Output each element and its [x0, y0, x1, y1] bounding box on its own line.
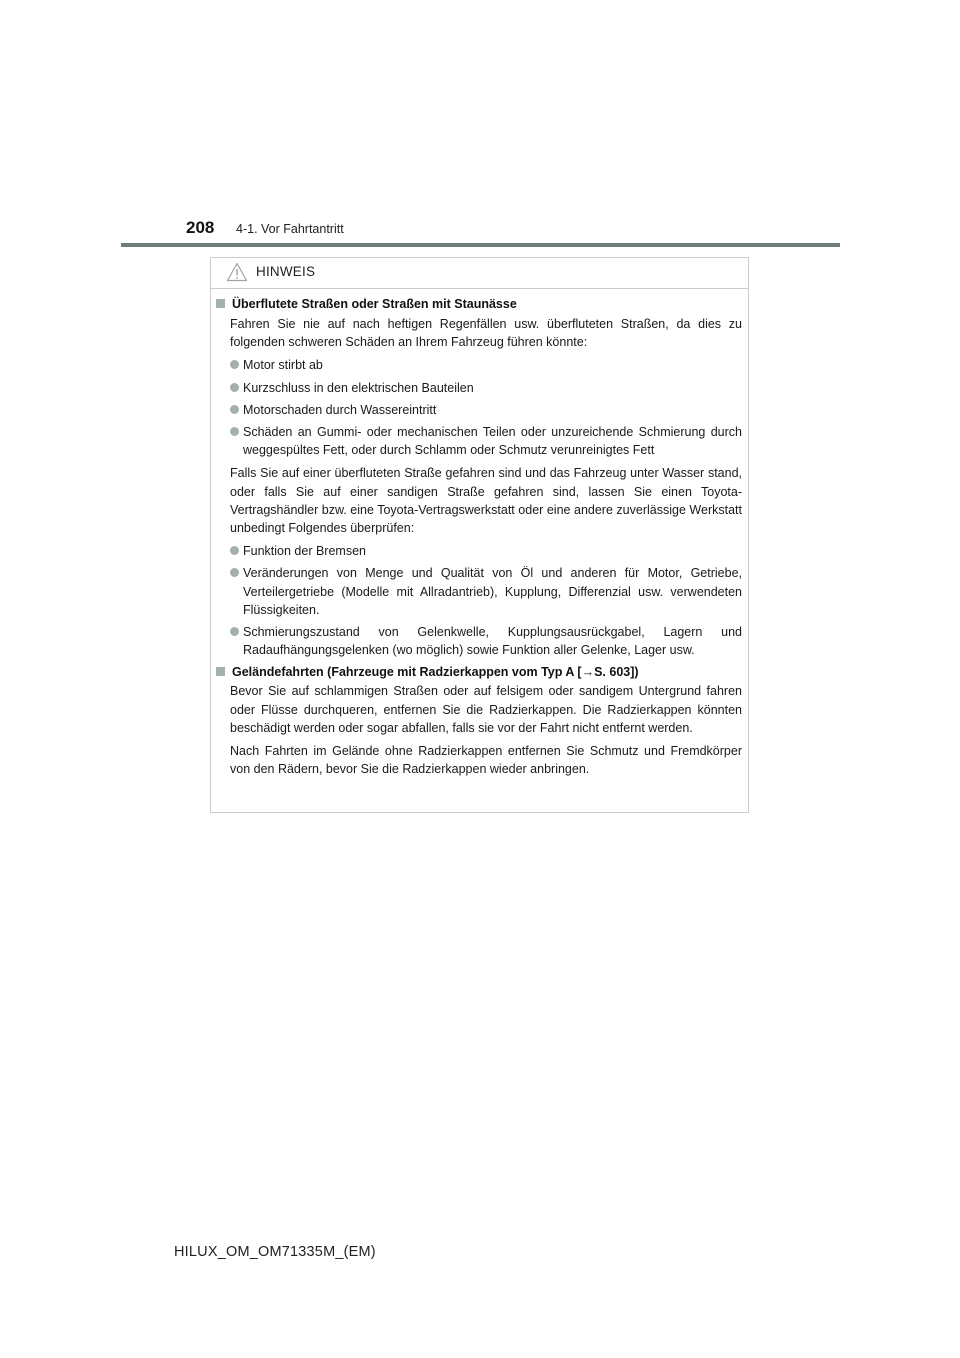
- list-item-text: Schäden an Gummi- oder mechanischen Teilen oder unzureichende Schmierung durch weggespültes Fett, oder durch Schlamm oder Schmutz verunreinigtes Fett: [243, 425, 742, 458]
- list-item: [230, 423, 742, 459]
- notice-content: [211, 295, 748, 778]
- bullet-dot-icon: [230, 383, 239, 392]
- list-item: [230, 379, 742, 397]
- list-item: [230, 542, 742, 560]
- bullet-dot-icon: [230, 427, 239, 436]
- header-rule: [121, 243, 840, 247]
- paragraph: Nach Fahrten im Gelände ohne Radzierkappen entfernen Sie Schmutz und Fremdkörper von den Rädern, bevor Sie die Radzierkappen wieder anbringen.: [230, 744, 742, 777]
- bullet-dot-icon: [230, 405, 239, 414]
- warning-triangle-icon: [226, 262, 248, 287]
- notice-box: [210, 257, 749, 813]
- section-heading-text: Geländefahrten (Fahrzeuge mit Radzierkappen vom Typ A [→S. 603]): [232, 665, 639, 680]
- square-bullet-icon: [216, 299, 225, 308]
- list-item-text: Schmierungszustand von Gelenkwelle, Kupplungsausrückgabel, Lagern und Radaufhängungsgelenken (wo möglich) sowie Funktion aller Gelenke, Lager usw.: [243, 625, 742, 658]
- page-number: 208: [186, 218, 215, 237]
- list-item-text: Funktion der Bremsen: [243, 544, 366, 559]
- notice-header: [211, 258, 748, 289]
- bullet-dot-icon: [230, 360, 239, 369]
- section-heading: [214, 663, 748, 681]
- bullet-dot-icon: [230, 568, 239, 577]
- list-item: [230, 564, 742, 619]
- notice-title: HINWEIS: [256, 264, 316, 279]
- list-item-text: Motorschaden durch Wassereintritt: [243, 402, 437, 417]
- square-bullet-icon: [216, 667, 225, 676]
- bullet-dot-icon: [230, 627, 239, 636]
- paragraph: Falls Sie auf einer überfluteten Straße gefahren sind und das Fahrzeug unter Wasser stand, oder falls Sie auf einer sandigen Straße gefahren sind, lassen Sie einen Toyota-Vertragshändler bzw. eine Toyota-Vertragswerkstatt oder eine andere zuverlässige Werkstatt unbedingt Folgendes überprüfen:: [230, 466, 742, 536]
- paragraph: Fahren Sie nie auf nach heftigen Regenfällen usw. überfluteten Straßen, da dies zu folgenden schweren Schäden an Ihrem Fahrzeug führen könnte:: [230, 317, 742, 350]
- paragraph: Bevor Sie auf schlammigen Straßen oder auf felsigem oder sandigem Untergrund fahren oder Flüsse durchqueren, entfernen Sie die Radzierkappen. Die Radzierkappen könnten beschädigt werden oder sogar abfallen, falls sie vor der Fahrt nicht entfernt werden.: [230, 684, 742, 735]
- list-item-text: Veränderungen von Menge und Qualität von Öl und anderen für Motor, Getriebe, Verteilergetriebe (Modelle mit Allradantrieb), Kupplung, Differenzial usw. verwendeten Flüssigkeiten.: [243, 566, 742, 617]
- footer-code: HILUX_OM_OM71335M_(EM): [174, 1244, 376, 1260]
- list-item-text: Kurzschluss in den elektrischen Bauteilen: [243, 380, 474, 395]
- bullet-dot-icon: [230, 546, 239, 555]
- section-heading: [214, 295, 748, 313]
- list-item-text: Motor stirbt ab: [243, 358, 323, 373]
- section-title: 4-1. Vor Fahrtantritt: [236, 222, 344, 236]
- list-item: [230, 623, 742, 659]
- section-heading-text: Überflutete Straßen oder Straßen mit Staunässe: [232, 297, 517, 311]
- list-item: [230, 401, 742, 419]
- list-item: [230, 356, 742, 374]
